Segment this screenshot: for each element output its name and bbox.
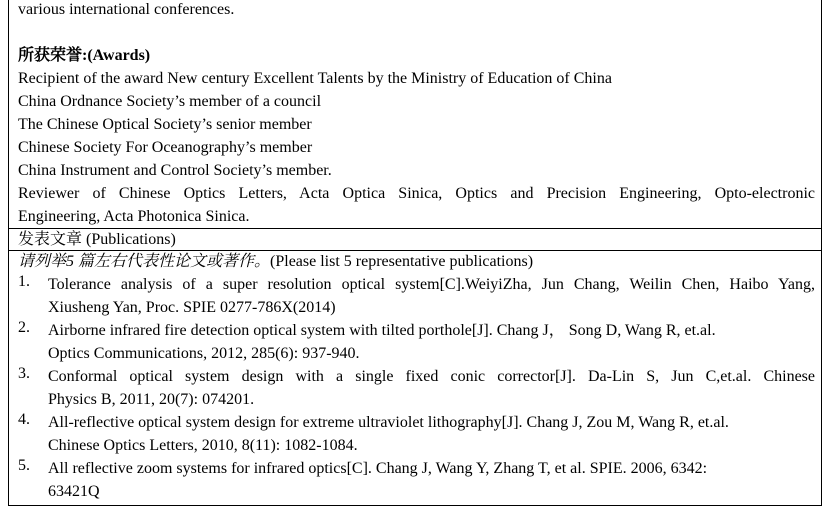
- document-table: [8, 0, 822, 506]
- publication-text-line2: Physics B, 2011, 20(7): 074201.: [48, 391, 255, 408]
- publications-heading-cell: [9, 229, 821, 251]
- award-item: Recipient of the award New century Excellent Talents by the Ministry of Education of China: [18, 70, 612, 87]
- award-item: The Chinese Optical Society’s senior member: [18, 116, 312, 133]
- publication-text-line1: Conformal optical system design with a single fixed conic corrector[J]. Da-Lin S, Jun C,et.al. Chinese: [48, 368, 815, 385]
- award-item: Chinese Society For Oceanography’s member: [18, 139, 313, 156]
- publications-cell: [9, 251, 821, 506]
- publication-text-line1: All-reflective optical system design for extreme ultraviolet lithography[J]. Chang J, Zou M, Wang R, et.al.: [48, 414, 729, 431]
- publication-text-line1: Tolerance analysis of a super resolution optical system[C].WeiyiZha, Jun Chang, Weilin Chen, Haibo Yang,: [48, 276, 815, 293]
- publication-text-line2: Xiusheng Yan, Proc. SPIE 0277-786X(2014): [48, 299, 336, 316]
- instruction-english: (Please list 5 representative publications): [270, 253, 534, 270]
- publication-number: 5.: [18, 457, 30, 474]
- instruction-chinese: 请列举5 篇左右代表性论文或著作。: [18, 253, 271, 270]
- publication-text-line1: Airborne infrared fire detection optical system with tilted porthole[J]. Chang J， Song D, Wang R, et.al.: [48, 322, 716, 339]
- publication-number: 1.: [18, 273, 30, 290]
- awards-cell: [9, 0, 821, 229]
- publication-number: 3.: [18, 365, 30, 382]
- reviewer-text-line2: Engineering, Acta Photonica Sinica.: [18, 208, 250, 225]
- publication-text-line1: All reflective zoom systems for infrared optics[C]. Chang J, Wang Y, Zhang T, et al. SPIE. 2006, 6342:: [48, 460, 708, 477]
- publication-text-line2: Optics Communications, 2012, 285(6): 937-940.: [48, 345, 360, 362]
- awards-heading: 所获荣誉:(Awards): [18, 47, 151, 64]
- publication-text-line2: Chinese Optics Letters, 2010, 8(11): 1082-1084.: [48, 437, 358, 454]
- intro-tail-text: various international conferences.: [18, 1, 235, 18]
- publication-number: 4.: [18, 411, 30, 428]
- publications-instruction: [18, 252, 533, 272]
- reviewer-text-line1: Reviewer of Chinese Optics Letters, Acta Optica Sinica, Optics and Precision Engineering, Opto-electronic: [18, 185, 815, 202]
- publication-number: 2.: [18, 319, 30, 336]
- publications-heading: 发表文章 (Publications): [18, 231, 176, 248]
- publication-text-line2: 63421Q: [48, 483, 100, 500]
- award-item: China Instrument and Control Society’s member.: [18, 162, 332, 179]
- award-item: China Ordnance Society’s member of a council: [18, 93, 322, 110]
